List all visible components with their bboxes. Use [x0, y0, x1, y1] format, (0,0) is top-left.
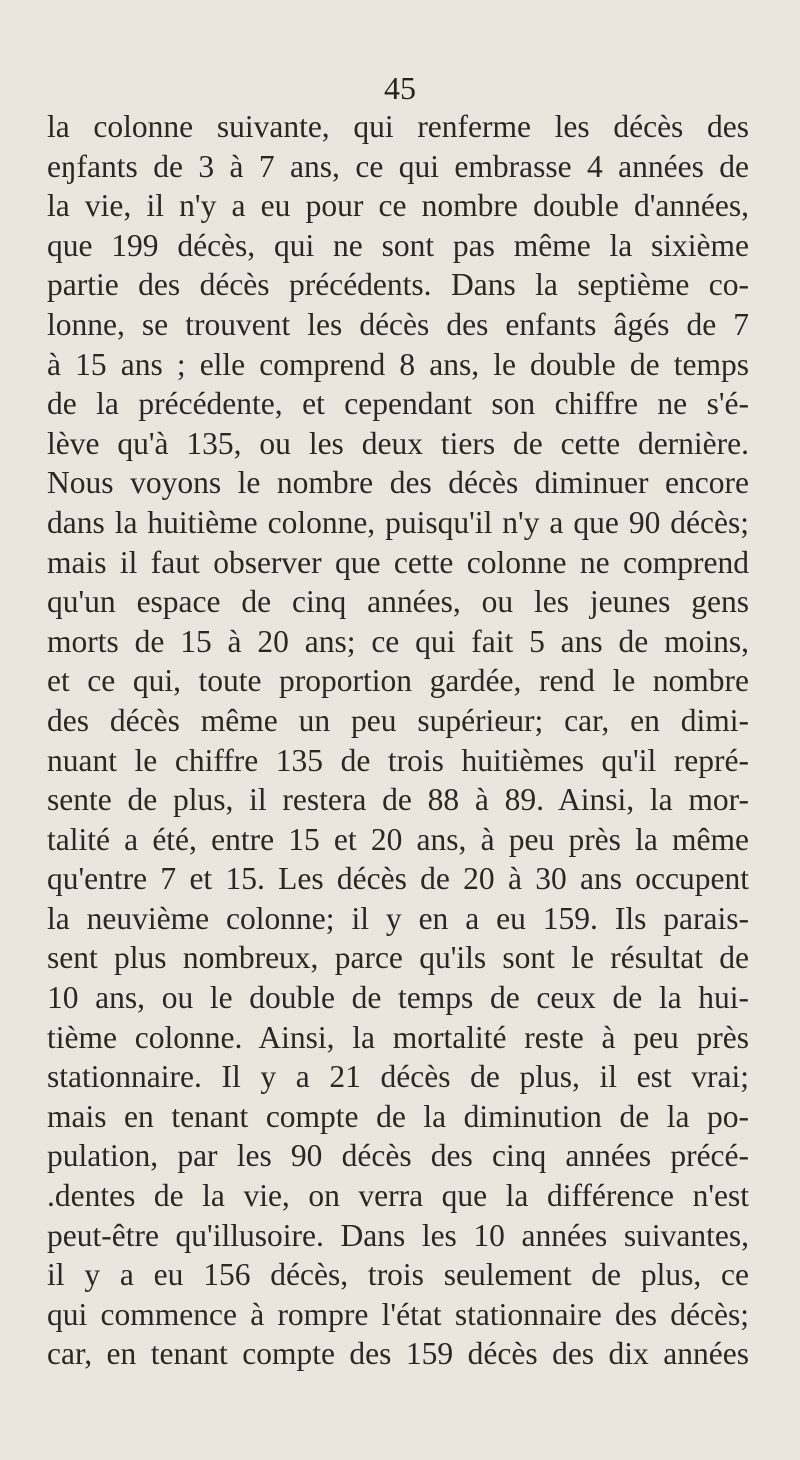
text-line: il y a eu 156 décès, trois seulement de plus, ce	[47, 1257, 749, 1293]
text-line: mais il faut observer que cette colonne ne comprend	[47, 544, 749, 580]
text-line: nuant le chiffre 135 de trois huitièmes qu'il repré-	[47, 742, 749, 778]
text-line: partie des décès précédents. Dans la septième co-	[47, 267, 749, 303]
text-line: mais en tenant compte de la diminution de la po-	[47, 1098, 749, 1134]
text-line: lève qu'à 135, ou les deux tiers de cette dernière.	[47, 425, 749, 461]
text-line: morts de 15 à 20 ans; ce qui fait 5 ans de moins,	[47, 623, 749, 659]
text-line: à 15 ans ; elle comprend 8 ans, le double de temps	[47, 346, 749, 382]
text-line: qu'entre 7 et 15. Les décès de 20 à 30 ans occupent	[47, 861, 749, 897]
text-line: lonne, se trouvent les décès des enfants âgés de 7	[47, 306, 749, 342]
text-line: sent plus nombreux, parce qu'ils sont le résultat de	[47, 940, 749, 976]
text-line: que 199 décès, qui ne sont pas même la sixième	[47, 227, 749, 263]
text-line: qui commence à rompre l'état stationnaire des décès;	[47, 1296, 749, 1332]
text-line: car, en tenant compte des 159 décès des dix années	[47, 1336, 749, 1372]
text-line: des décès même un peu supérieur; car, en dimi-	[47, 702, 749, 738]
text-line: .dentes de la vie, on verra que la différence n'est	[47, 1178, 749, 1214]
text-line: et ce qui, toute proportion gardée, rend le nombre	[47, 663, 749, 699]
text-line: Nous voyons le nombre des décès diminuer encore	[47, 465, 749, 501]
text-line: qu'un espace de cinq années, ou les jeunes gens	[47, 584, 749, 620]
body-text	[47, 107, 749, 1374]
text-line: tième colonne. Ainsi, la mortalité reste à peu près	[47, 1019, 749, 1055]
page-number: 45	[384, 70, 416, 106]
text-line: la vie, il n'y a eu pour ce nombre double d'années,	[47, 188, 749, 224]
text-line: de la précédente, et cependant son chiffre ne s'é-	[47, 386, 749, 422]
text-line: eŋfants de 3 à 7 ans, ce qui embrasse 4 années de	[47, 148, 749, 184]
text-line: pulation, par les 90 décès des cinq années précé-	[47, 1138, 749, 1174]
text-line: peut-être qu'illusoire. Dans les 10 années suivantes,	[47, 1217, 749, 1253]
text-line: 10 ans, ou le double de temps de ceux de la hui-	[47, 980, 749, 1016]
text-line: sente de plus, il restera de 88 à 89. Ainsi, la mor-	[47, 782, 749, 818]
text-line: dans la huitième colonne, puisqu'il n'y a que 90 décès;	[47, 504, 749, 540]
text-line: la neuvième colonne; il y en a eu 159. Ils parais-	[47, 900, 749, 936]
text-line: talité a été, entre 15 et 20 ans, à peu près la même	[47, 821, 749, 857]
text-line: la colonne suivante, qui renferme les décès des	[47, 109, 749, 144]
text-line: stationnaire. Il y a 21 décès de plus, il est vrai;	[47, 1059, 749, 1095]
